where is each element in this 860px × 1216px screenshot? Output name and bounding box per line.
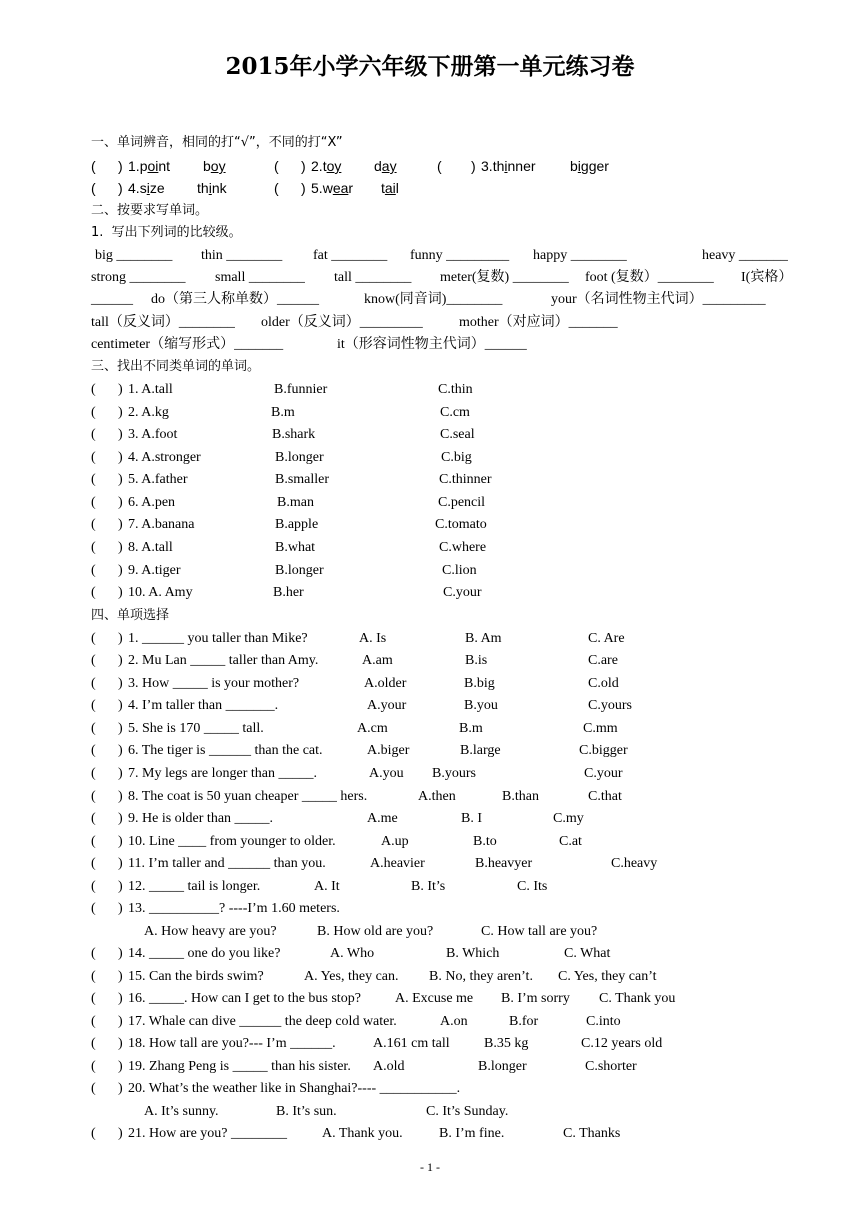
answer-paren-close: ) [118,789,123,804]
answer-paren-close: ) [118,1126,123,1141]
option-b: B. I’m fine. [439,1126,505,1141]
option-a: A.then [418,789,456,804]
fill-blank-item[interactable]: tall（反义词）________ [91,315,235,330]
option-c: C. What [564,946,611,961]
answer-paren-open: ( [91,180,96,196]
option-a: A.biger [367,743,410,758]
fill-blank-item[interactable]: small ________ [215,270,305,285]
option-c: C.are [588,653,618,668]
question-row [91,425,820,445]
option-b: B.for [509,1014,539,1029]
fill-blank-item[interactable]: fat ________ [313,248,388,263]
answer-paren-open[interactable]: ( [91,517,96,532]
question-text: 7. My legs are longer than _____. [128,766,317,781]
option-b: B.man [277,495,314,510]
option-b: B.is [465,653,488,668]
question-text: 3. A.foot [128,427,178,442]
question-row [91,561,820,581]
question-text: 13. __________? ----I’m 1.60 meters. [128,901,340,916]
phonics-item-1: 1.point [128,158,171,174]
answer-paren-open[interactable]: ( [91,721,96,736]
option-b: B.longer [478,1059,527,1074]
option-c: C.where [439,540,487,555]
phonics-compare-word: day [374,158,397,174]
option-b: B.what [275,540,316,555]
answer-paren-close: ) [118,631,123,646]
phonics-compare-word: tail [381,180,399,196]
option-a: A.me [367,811,398,826]
option-b: B.you [464,698,498,713]
answer-paren-close: ) [118,766,123,781]
answer-paren-open[interactable]: ( [91,879,96,894]
fill-blank-item[interactable]: tall ________ [334,270,412,285]
answer-paren-open[interactable]: ( [91,427,96,442]
part3-heading: 三、找出不同类单词的单词。 [91,359,261,374]
answer-paren-open[interactable]: ( [91,631,96,646]
answer-paren-close: ) [118,472,123,487]
option-b: B.to [473,834,497,849]
answer-paren-open[interactable]: ( [91,585,96,600]
question-row [91,515,820,535]
option-b: B.her [273,585,304,600]
option-a: A.am [362,653,393,668]
question-row [91,741,820,761]
question-row [91,448,820,468]
answer-paren-open[interactable]: ( [91,766,96,781]
option-a: A. Thank you. [322,1126,403,1141]
option-c: C.yours [588,698,632,713]
answer-paren-open[interactable]: ( [91,856,96,871]
option-b: B.m [459,721,483,736]
fill-blank-item[interactable]: happy ________ [533,248,627,263]
phonics-item-3: 3.thinner [481,158,536,174]
option-a: A. Is [359,631,387,646]
option-a: A.161 cm tall [373,1036,450,1051]
question-row [91,470,820,490]
answer-paren-close: ) [118,1059,123,1074]
answer-paren-close: ) [118,1036,123,1051]
option-c: C.at [559,834,582,849]
answer-paren-close: ) [118,382,123,397]
option-c: C.your [443,585,482,600]
question-row [91,1012,820,1032]
option-b: B. Am [465,631,502,646]
answer-paren-close: ) [118,946,123,961]
question-row [91,674,820,694]
comparative-row [91,268,820,288]
answer-paren-open[interactable]: ( [91,472,96,487]
page-number: - 1 - [420,1160,440,1174]
answer-paren-close: ) [118,743,123,758]
phonics-item-2: 2.toy [311,158,342,174]
fill-blank-item[interactable]: older（反义词）_________ [261,315,423,330]
question-text: 12. _____ tail is longer. [128,879,261,894]
question-text: 4. A.stronger [128,450,201,465]
question-row [91,877,820,897]
question-row [91,583,820,603]
phonics-compare-word: boy [203,158,226,174]
question-text: 6. The tiger is ______ than the cat. [128,743,323,758]
question-row [91,1079,820,1099]
option-b: B. I [461,811,482,826]
fill-blank-item[interactable]: your（名词性物主代词）_________ [551,292,766,307]
question-row [91,719,820,739]
answer-paren-open: ( [91,158,96,174]
option-a: A. Yes, they can. [304,969,399,984]
option-a: A.up [381,834,409,849]
answer-paren-open[interactable]: ( [91,901,96,916]
option-c: C.big [441,450,472,465]
question-text: 11. I’m taller and ______ than you. [128,856,326,871]
question-text: 19. Zhang Peng is _____ than his sister. [128,1059,351,1074]
answer-paren-close: ) [118,676,123,691]
question-text: 1. ______ you taller than Mike? [128,631,308,646]
fill-blank-item[interactable]: big ________ [95,248,173,263]
option-c: C.shorter [585,1059,637,1074]
answer-paren-close: ) [118,991,123,1006]
question-text: 8. The coat is 50 yuan cheaper _____ hers. [128,789,368,804]
part1-row [91,178,820,198]
answer-paren-close: ) [118,180,123,196]
option-b: B.funnier [274,382,328,397]
option-c: C.that [588,789,622,804]
answer-paren-close: ) [118,721,123,736]
option-b: B. No, they aren’t. [429,969,533,984]
option-a: A.older [364,676,407,691]
option-c: C. It’s Sunday. [426,1104,509,1119]
option-b: B.longer [275,450,324,465]
option-b: B. I’m sorry [501,991,570,1006]
question-row [91,403,820,423]
answer-paren-close: ) [118,901,123,916]
option-c: C.your [584,766,623,781]
phonics-compare-word: think [197,180,227,196]
phonics-item-4: 4.size [128,180,165,196]
question-row [91,538,820,558]
answer-paren-open[interactable]: ( [91,495,96,510]
option-c: C. Its [517,879,548,894]
answer-paren-open[interactable]: ( [91,1081,96,1096]
answer-paren-open[interactable]: ( [91,991,96,1006]
option-c: C.bigger [579,743,628,758]
question-row [91,989,820,1009]
option-b: B.longer [275,563,324,578]
option-c: C.heavy [611,856,658,871]
answer-paren-open: ( [437,158,442,174]
question-text: 4. I’m taller than _______. [128,698,279,713]
option-b: B. It’s sun. [276,1104,337,1119]
answer-paren-open[interactable]: ( [91,811,96,826]
part4-heading: 四、单项选择 [91,608,170,623]
question-text: 16. _____. How can I get to the bus stop? [128,991,361,1006]
option-c: C.thin [438,382,473,397]
option-c: C.seal [440,427,475,442]
part2-subheading: 1. 写出下列词的比较级。 [91,225,242,240]
question-row [91,967,820,987]
answer-paren-close: ) [118,495,123,510]
answer-paren-close: ) [118,811,123,826]
question-row [91,651,820,671]
answer-paren-close: ) [118,585,123,600]
answer-paren-close: ) [118,698,123,713]
question-row [91,764,820,784]
fill-blank-item[interactable]: centimeter（缩写形式）_______ [91,337,284,352]
part1-heading: 一、单词辨音，相同的打“√”，不同的打“X” [91,135,343,150]
question-text: 10. Line ____ from younger to older. [128,834,336,849]
answer-paren-open[interactable]: ( [91,1059,96,1074]
fill-blank-item[interactable]: foot (复数）________ [585,270,714,285]
options-row [91,922,820,942]
option-c: C.mm [583,721,618,736]
answer-paren-open[interactable]: ( [91,1126,96,1141]
answer-paren-open[interactable]: ( [91,1014,96,1029]
question-text: 7. A.banana [128,517,195,532]
answer-paren-close: ) [118,1081,123,1096]
fill-blank-item[interactable]: I(宾格） [741,270,793,285]
question-row [91,854,820,874]
question-text: 10. A. Amy [128,585,193,600]
fill-blank-item[interactable]: do（第三人称单数）______ [151,292,319,307]
answer-paren-close: ) [118,1014,123,1029]
answer-paren-close: ) [118,517,123,532]
option-c: C.12 years old [581,1036,663,1051]
question-text: 1. A.tall [128,382,173,397]
fill-blank-item[interactable]: thin ________ [201,248,283,263]
answer-paren-close: ) [118,856,123,871]
fill-blank-item[interactable]: mother（对应词）_______ [459,315,618,330]
question-text: 5. A.father [128,472,188,487]
question-row [91,380,820,400]
option-a: A.old [373,1059,405,1074]
question-text: 5. She is 170 _____ tall. [128,721,264,736]
comparative-row [91,290,820,310]
answer-paren-open[interactable]: ( [91,540,96,555]
comparative-row [91,246,820,266]
question-row [91,944,820,964]
question-text: 6. A.pen [128,495,176,510]
option-b: B.shark [272,427,316,442]
question-row [91,493,820,513]
answer-paren-open[interactable]: ( [91,676,96,691]
option-a: A.cm [357,721,388,736]
answer-paren-open: ( [274,180,279,196]
answer-paren-close: ) [301,180,306,196]
question-text: 15. Can the birds swim? [128,969,264,984]
answer-paren-open[interactable]: ( [91,450,96,465]
question-row [91,809,820,829]
comparative-row [91,335,820,355]
comparative-row [91,313,820,333]
question-row [91,629,820,649]
question-row [91,1034,820,1054]
question-row [91,832,820,852]
question-text: 20. What’s the weather like in Shanghai?---- ___________. [128,1081,461,1096]
answer-paren-close: ) [118,653,123,668]
question-text: 9. He is older than _____. [128,811,274,826]
question-row [91,1124,820,1144]
phonics-compare-word: bigger [570,158,609,174]
option-b: B. It’s [411,879,446,894]
question-text: 2. A.kg [128,405,169,420]
option-b: B.than [502,789,539,804]
answer-paren-open[interactable]: ( [91,834,96,849]
answer-paren-open[interactable]: ( [91,698,96,713]
option-b: B. Which [446,946,500,961]
option-a: A. How heavy are you? [144,924,277,939]
option-b: B.apple [275,517,319,532]
option-a: A.you [369,766,404,781]
option-a: A. Who [330,946,375,961]
question-row [91,696,820,716]
question-text: 2. Mu Lan _____ taller than Amy. [128,653,319,668]
fill-blank-item[interactable]: meter(复数) ________ [440,270,569,285]
option-a: A. Excuse me [395,991,474,1006]
option-a: A. It [314,879,340,894]
option-b: B.large [460,743,501,758]
option-b: B.35 kg [484,1036,529,1051]
option-b: B.smaller [275,472,330,487]
option-c: C. Yes, they can’t [558,969,657,984]
question-text: 17. Whale can dive ______ the deep cold water. [128,1014,397,1029]
option-b: B. How old are you? [317,924,434,939]
answer-paren-open[interactable]: ( [91,1036,96,1051]
question-row [91,787,820,807]
fill-blank-item[interactable]: heavy _______ [702,248,788,263]
fill-blank-item[interactable]: ______ [91,292,133,307]
option-a: A.on [440,1014,468,1029]
question-text: 9. A.tiger [128,563,181,578]
option-b: B.big [464,676,495,691]
option-c: C. How tall are you? [481,924,598,939]
option-c: C. Thank you [599,991,676,1006]
answer-paren-open[interactable]: ( [91,743,96,758]
option-c: C. Are [588,631,625,646]
fill-blank-item[interactable]: strong ________ [91,270,186,285]
answer-paren-close: ) [471,158,476,174]
option-a: A. It’s sunny. [144,1104,219,1119]
part2-heading: 二、按要求写单词。 [91,203,209,218]
answer-paren-close: ) [118,158,123,174]
question-text: 14. _____ one do you like? [128,946,281,961]
answer-paren-close: ) [118,834,123,849]
option-c: C.old [588,676,619,691]
option-c: C.thinner [439,472,492,487]
page-title: 2015年小学六年级下册第一单元练习卷 [225,53,635,80]
question-row [91,1057,820,1077]
question-text: 8. A.tall [128,540,173,555]
option-c: C. Thanks [563,1126,621,1141]
fill-blank-item[interactable]: it（形容词性物主代词）______ [337,337,527,352]
option-c: C.tomato [435,517,487,532]
option-b: B.m [271,405,295,420]
question-row [91,899,820,919]
answer-paren-open[interactable]: ( [91,969,96,984]
question-text: 3. How _____ is your mother? [128,676,300,691]
fill-blank-item[interactable]: know(同音词)________ [364,292,503,307]
option-a: A.heavier [370,856,425,871]
answer-paren-close: ) [118,563,123,578]
fill-blank-item[interactable]: funny _________ [410,248,510,263]
option-a: A.your [367,698,407,713]
answer-paren-close: ) [118,540,123,555]
part1-row [91,156,820,176]
answer-paren-open[interactable]: ( [91,405,96,420]
option-b: B.yours [432,766,476,781]
option-b: B.heavyer [475,856,533,871]
answer-paren-open[interactable]: ( [91,653,96,668]
answer-paren-close: ) [118,427,123,442]
answer-paren-open[interactable]: ( [91,946,96,961]
answer-paren-close: ) [118,969,123,984]
option-c: C.lion [442,563,477,578]
option-c: C.into [586,1014,621,1029]
answer-paren-open[interactable]: ( [91,563,96,578]
question-text: 18. How tall are you?--- I’m ______. [128,1036,336,1051]
phonics-item-5: 5.wear [311,180,354,196]
option-c: C.my [553,811,584,826]
answer-paren-close: ) [301,158,306,174]
options-row [91,1102,820,1122]
answer-paren-open: ( [274,158,279,174]
answer-paren-open[interactable]: ( [91,382,96,397]
answer-paren-close: ) [118,450,123,465]
question-text: 21. How are you? ________ [128,1126,288,1141]
answer-paren-close: ) [118,405,123,420]
answer-paren-open[interactable]: ( [91,789,96,804]
option-c: C.cm [440,405,470,420]
option-c: C.pencil [438,495,486,510]
answer-paren-close: ) [118,879,123,894]
